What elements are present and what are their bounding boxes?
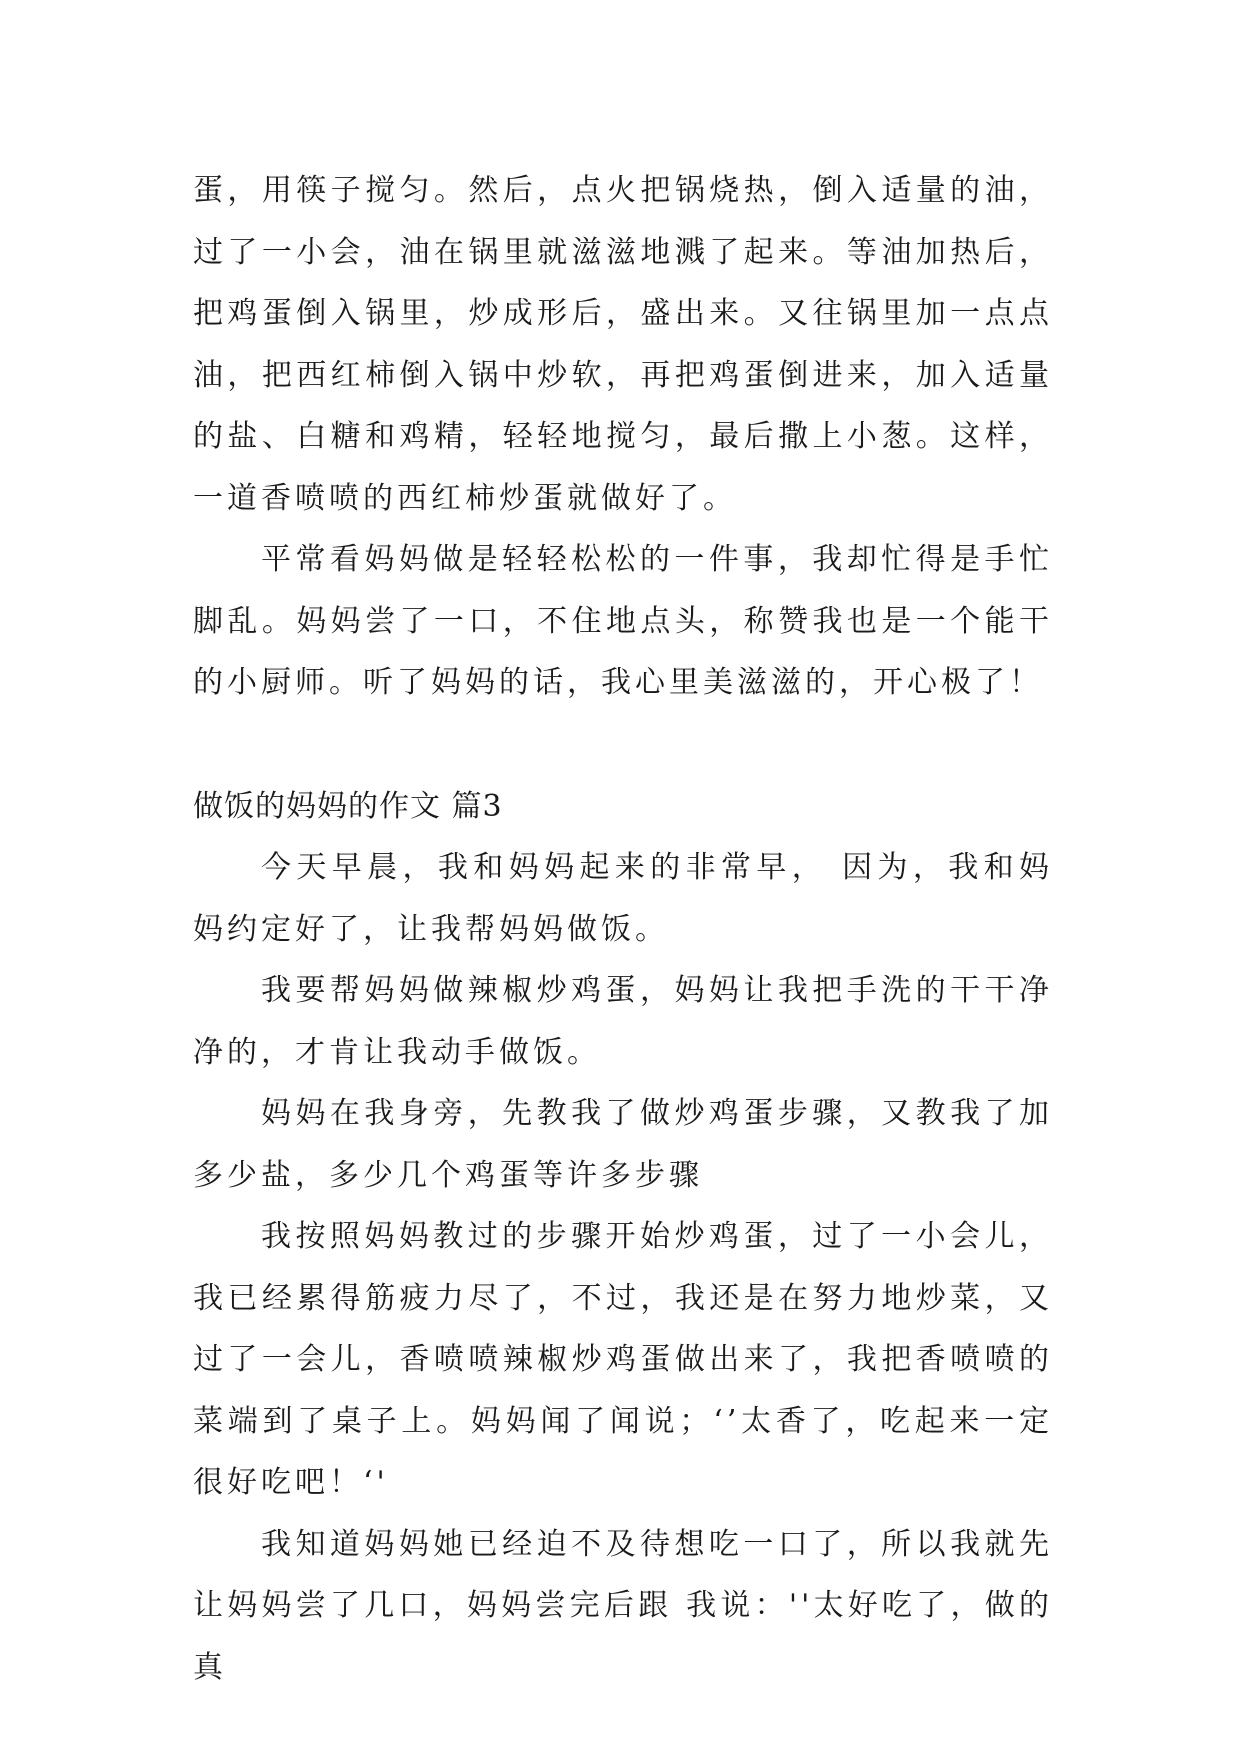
continued-paragraph: 蛋，用筷子搅匀。然后，点火把锅烧热，倒入适量的油，过了一小会，油在锅里就滋滋地溅了起来。等油加热后，把鸡蛋倒入锅里，炒成形后，盛出来。又往锅里加一点点油，把西红柿倒入锅中炒软，再把鸡蛋倒进来，加入适量的盐、白糖和鸡精，轻轻地搅匀，最后撒上小葱。这样，一道香喷喷的西红柿炒蛋就做好了。 (193, 173, 1053, 516)
section-paragraph: 我按照妈妈教过的步骤开始炒鸡蛋，过了一小会儿，我已经累得筋疲力尽了，不过，我还是在努力地炒菜，又过了一会儿，香喷喷辣椒炒鸡蛋做出来了，我把香喷喷的菜端到了桌子上。妈妈闻了闻说；‘’太香了，吃起来一定很好吃吧！‘' (193, 1219, 1053, 1500)
section-gap (193, 714, 1053, 776)
section-paragraph: 今天早晨，我和妈妈起来的非常早， 因为，我和妈妈约定好了，让我帮妈妈做饭。 (193, 850, 1053, 947)
essay-body (193, 160, 1053, 1698)
section-heading: 做饭的妈妈的作文 篇3 (193, 788, 503, 824)
section-paragraph: 妈妈在我身旁，先教我了做炒鸡蛋步骤，又教我了加多少盐，多少几个鸡蛋等许多步骤 (193, 1096, 1053, 1193)
section-paragraph: 我要帮妈妈做辣椒炒鸡蛋，妈妈让我把手洗的干干净净的，才肯让我动手做饭。 (193, 973, 1053, 1070)
paragraph-ending: 平常看妈妈做是轻轻松松的一件事，我却忙得是手忙脚乱。妈妈尝了一口，不住地点头，称赞我也是一个能干的小厨师。听了妈妈的话，我心里美滋滋的，开心极了！ (193, 542, 1053, 700)
section-paragraph: 我知道妈妈她已经迫不及待想吃一口了，所以我就先让妈妈尝了几口，妈妈尝完后跟 我说：''太好吃了，做的真 (193, 1526, 1053, 1685)
